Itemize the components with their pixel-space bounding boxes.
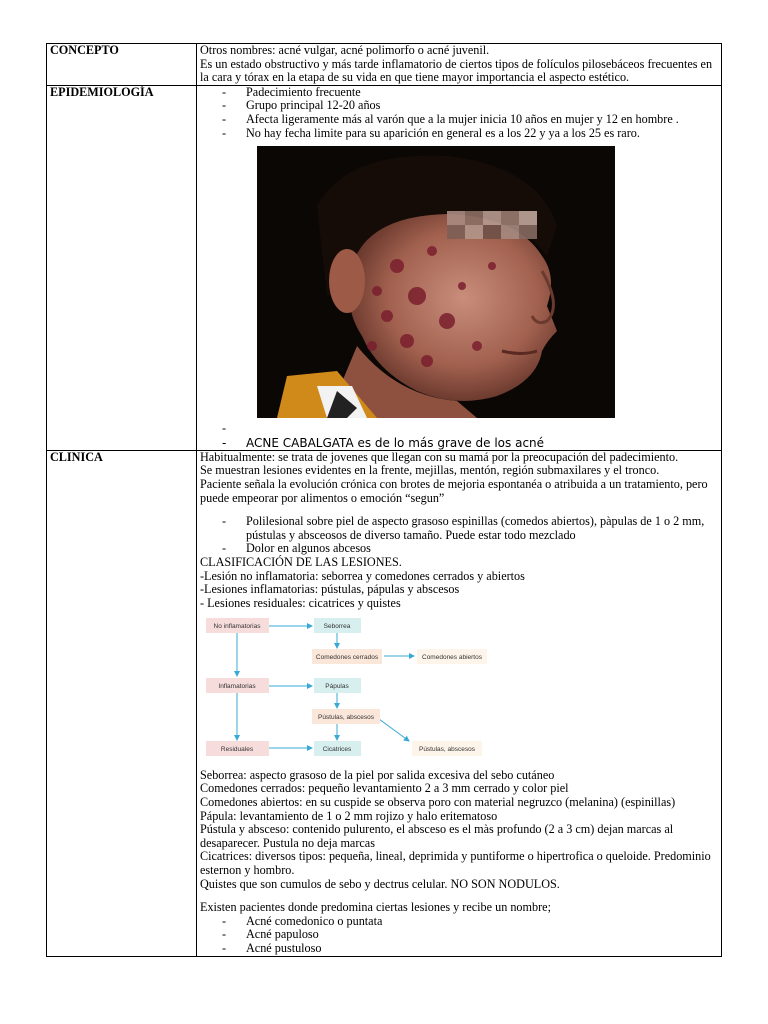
row-content (197, 450, 722, 956)
lesion-classification-diagram (204, 616, 504, 761)
diagram-node-seborrea: Seborrea (323, 623, 351, 631)
row-epidemiologia (47, 85, 722, 450)
diagram-node-inflamatorias: Inflamatorias (218, 683, 256, 691)
definition: Comedones abiertos: en su cuspide se observa poro con material negruzco (melanina) (espinillas) (200, 795, 676, 810)
row-label: CLINICA (47, 450, 197, 956)
row-label: CONCEPTO (47, 44, 197, 86)
definition: Quistes que son cumulos de sebo y dectrus celular. NO SON NODULOS. (200, 876, 560, 891)
paragraph: Es un estado obstructivo y más tarde inflamatorio de ciertos tipos de folículos pilosebáceos frecuentes en la cara y tórax en la etapa de su vida en que tiene mayor importancia el aspecto estético. (200, 56, 713, 85)
diagram-node-cicatrices: Cicatrices (322, 746, 352, 754)
definition: Pústula y absceso: contenido pulurento, el absceso es el màs profundo (2 a 3 cm) dejan marcas al desaparecer. Pustula no deja marcas (200, 822, 674, 850)
patient-face-image (257, 146, 615, 418)
definition: Cicatrices: diversos tipos: pequeña, lineal, deprimida y puntiforme o hipertrofica o queloide. Predominio esternon y hombro. (200, 849, 711, 878)
list-item: - Padecimiento frecuente (222, 86, 718, 100)
notes-table (46, 43, 722, 957)
list-item: - Acné comedonico o puntata (222, 915, 718, 929)
diagram-node-no-inflamatorias: No inflamatorias (213, 623, 261, 631)
row-clinica (47, 450, 722, 956)
paragraph: -Lesión no inflamatoria: seborrea y comedones cerrados y abiertos (200, 568, 525, 583)
bullet-list (200, 915, 718, 956)
paragraph: Existen pacientes donde predomina ciertas lesiones y recibe un nombre; (200, 900, 551, 915)
row-content (197, 44, 722, 86)
image-caption: - ACNE CABALGATA es de lo más grave de los acné (222, 436, 718, 450)
list-item: - No hay fecha limite para su aparición en general es a los 22 y ya a los 25 es raro. (222, 127, 718, 141)
clinical-photo (257, 146, 615, 418)
bullet-list (200, 515, 718, 556)
paragraph: Paciente señala la evolución crónica con brotes de mejoria espontanéa o atribuida a un tratamiento, pero puede empeorar por alimentos o emoción “segun” (200, 476, 708, 505)
list-item: - Afecta ligeramente más al varón que a la mujer inicia 10 años en mujer y 12 en hombre . (222, 113, 718, 127)
diagram-node-papulas: Pápulas (325, 683, 349, 691)
paragraph: -Lesiones inflamatorias: pústulas, pápulas y abscesos (200, 582, 460, 597)
list-item: - Polilesional sobre piel de aspecto grasoso espinillas (comedos abiertos), pàpulas de 1 o 2 mm, pústulas y absceosos de diverso tamaño. Puede estar todo mezclado (222, 515, 718, 542)
paragraph: - Lesiones residuales: cicatrices y quistes (200, 595, 401, 610)
row-label: EPIDEMIOLOGÍA (47, 85, 197, 450)
list-item: - Acné pustuloso (222, 942, 718, 956)
diagram-node-residuales: Residuales (220, 746, 254, 754)
bullet-list (200, 86, 718, 140)
section-heading: CLASIFICACIÓN DE LAS LESIONES. (200, 554, 402, 569)
diagram-node-comedones-cerrados: Comedones cerrados (315, 654, 379, 662)
definition: Comedones cerrados: pequeño levantamiento 2 a 3 mm cerrado y color piel (200, 781, 569, 796)
paragraph: Habitualmente: se trata de jovenes que llegan con su mamá por la preocupación del padecimiento. (200, 449, 679, 464)
row-content (197, 85, 722, 450)
definition: Pápula: levantamiento de 1 o 2 mm rojizo y halo eritematoso (200, 808, 498, 823)
diagram-node-pustulas-abscesos-2: Pústulas, abscesos (418, 746, 476, 754)
diagram-node-pustulas-abscesos: Pústulas, abscesos (317, 714, 375, 722)
paragraph: Se muestran lesiones evidentes en la frente, mejillas, mentón, región submaxilares y el tronco. (200, 463, 660, 478)
list-item: - Grupo principal 12-20 años (222, 99, 718, 113)
definition: Seborrea: aspecto grasoso de la piel por salida excesiva del sebo cutáneo (200, 767, 555, 782)
diagram-node-comedones-abiertos: Comedones abiertos (422, 654, 482, 662)
list-item: - Acné papuloso (222, 928, 718, 942)
paragraph: Otros nombres: acné vulgar, acné polimorfo o acné juvenil. (200, 43, 490, 57)
list-item: - Dolor en algunos abcesos (222, 542, 718, 556)
bullet-list (200, 422, 718, 450)
list-item (222, 422, 718, 436)
row-concepto (47, 44, 722, 86)
